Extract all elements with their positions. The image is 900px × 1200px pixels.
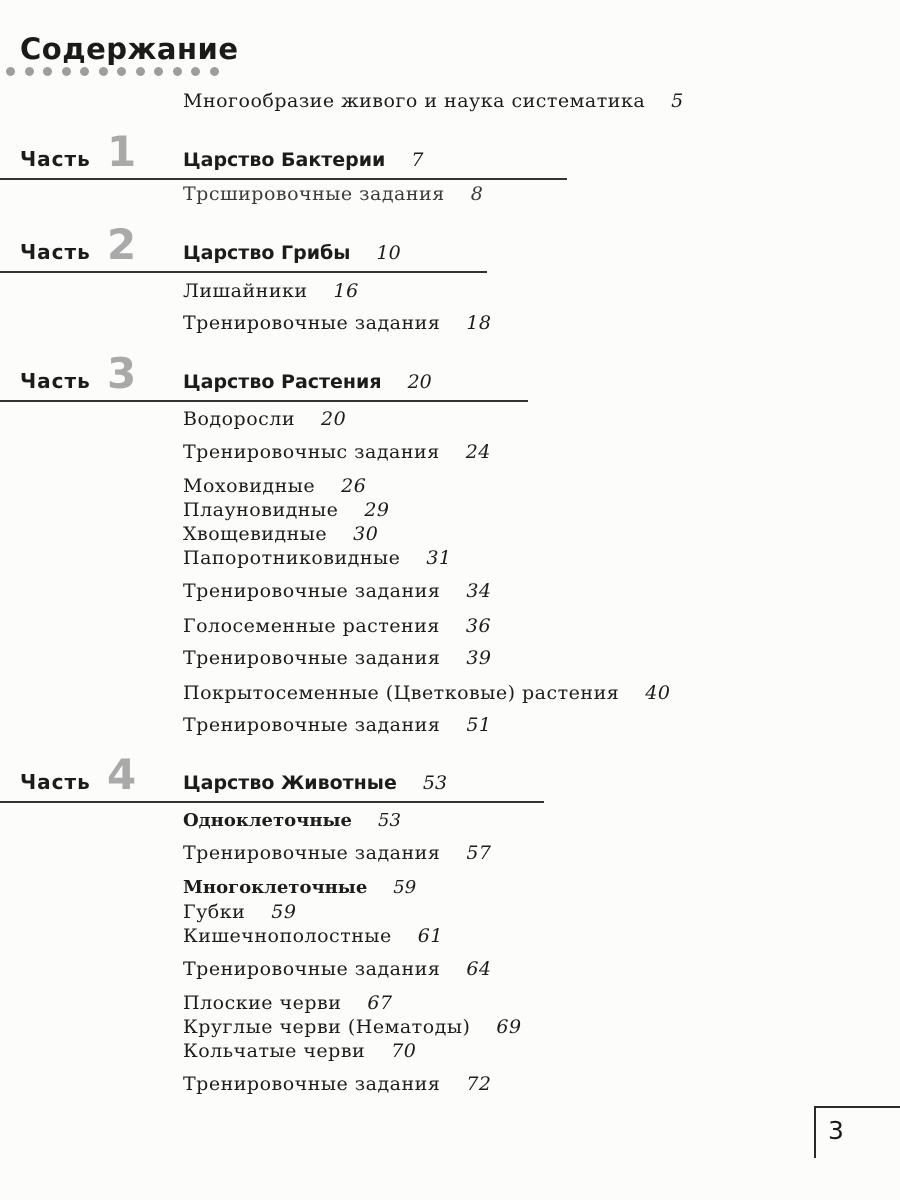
entry-text: Многоклеточные bbox=[183, 877, 368, 898]
entry-page: 31 bbox=[426, 547, 452, 569]
part-word: Часть bbox=[20, 770, 91, 794]
entry-text: Голосеменные растения bbox=[183, 615, 440, 637]
part-title: Царство Бактерии bbox=[183, 149, 386, 171]
entry-page: 51 bbox=[466, 714, 492, 736]
entry-page: 30 bbox=[353, 523, 379, 545]
entry-text: Водоросли bbox=[183, 408, 296, 430]
entry-text: Тренировочные задания bbox=[183, 647, 441, 669]
part-page: 20 bbox=[407, 371, 432, 393]
entry-page: 39 bbox=[466, 647, 492, 669]
entry-page: 59 bbox=[271, 901, 297, 923]
entry-page: 70 bbox=[391, 1040, 417, 1062]
entry-text: Плоские черви bbox=[183, 992, 342, 1014]
entry-text: Тренировочные задания bbox=[183, 842, 441, 864]
part-number: 3 bbox=[107, 349, 137, 398]
page-number-box bbox=[814, 1106, 900, 1158]
entry-text: Плауновидные bbox=[183, 499, 339, 521]
entry-page: 36 bbox=[465, 615, 492, 637]
entry-text: Тренировочные задания bbox=[183, 312, 441, 334]
entry-page: 53 bbox=[378, 810, 401, 831]
entry-text: Покрытосеменные (Цветковые) растения bbox=[183, 682, 620, 704]
part-page: 7 bbox=[411, 149, 424, 171]
entry-page: 18 bbox=[466, 312, 492, 334]
entry-text: Тренировочныс задания bbox=[183, 441, 440, 463]
part-number: 1 bbox=[107, 127, 137, 176]
part-divider bbox=[0, 400, 528, 402]
entry-page: 20 bbox=[321, 408, 347, 430]
entry-text: Тренировочные задания bbox=[183, 1073, 441, 1095]
part-word: Часть bbox=[20, 369, 91, 393]
page-number: 3 bbox=[828, 1116, 844, 1145]
part-number: 2 bbox=[107, 220, 137, 269]
entry-text: Хвощевидные bbox=[183, 523, 328, 545]
entry-page: 67 bbox=[367, 992, 393, 1014]
part-title: Царство Грибы bbox=[183, 242, 351, 264]
entry-page: 24 bbox=[465, 441, 491, 463]
title-dot-rule bbox=[6, 67, 228, 76]
entry-page: 26 bbox=[341, 475, 367, 497]
entry-page: 59 bbox=[393, 877, 417, 898]
part-word: Часть bbox=[20, 147, 91, 171]
entry-text: Губки bbox=[183, 901, 246, 923]
part-title: Царство Растения bbox=[183, 371, 382, 393]
part-divider bbox=[0, 271, 487, 273]
entry-page: 69 bbox=[496, 1016, 522, 1038]
part-number: 4 bbox=[107, 750, 137, 799]
entry-text: Одноклеточные bbox=[183, 810, 353, 831]
entry-page: 64 bbox=[466, 958, 492, 980]
entry-text: Тренировочные задания bbox=[183, 580, 441, 602]
part-word: Часть bbox=[20, 240, 91, 264]
entry-page: 16 bbox=[333, 280, 359, 302]
entry-text: Многообразие живого и наука систематика bbox=[183, 90, 646, 112]
part-divider bbox=[0, 801, 544, 803]
entry-text: Кишечнополостные bbox=[183, 925, 392, 947]
entry-text: Круглые черви (Нематоды) bbox=[183, 1016, 471, 1038]
entry-text: Кольчатые черви bbox=[183, 1040, 366, 1062]
entry-page: 61 bbox=[417, 925, 443, 947]
entry-page: 72 bbox=[466, 1073, 492, 1095]
entry-page: 57 bbox=[466, 842, 492, 864]
entry-page: 29 bbox=[364, 499, 390, 521]
entry-page: 8 bbox=[470, 183, 484, 205]
entry-text: Моховидные bbox=[183, 475, 316, 497]
entry-page: 5 bbox=[671, 90, 684, 112]
part-title: Царство Животные bbox=[183, 772, 397, 794]
part-page: 10 bbox=[376, 242, 401, 264]
entry-page: 40 bbox=[645, 682, 671, 704]
entry-text: Тренировочные задания bbox=[183, 714, 441, 736]
entry-text: Тренировочные задания bbox=[183, 958, 441, 980]
entry-text: Трсшировочные задания bbox=[183, 183, 445, 205]
part-page: 53 bbox=[422, 772, 448, 794]
entry-page: 34 bbox=[466, 580, 492, 602]
part-divider bbox=[0, 178, 567, 180]
page-title: Содержание bbox=[20, 32, 239, 66]
entry-text: Папоротниковидные bbox=[183, 547, 401, 569]
entry-text: Лишайники bbox=[183, 280, 308, 302]
